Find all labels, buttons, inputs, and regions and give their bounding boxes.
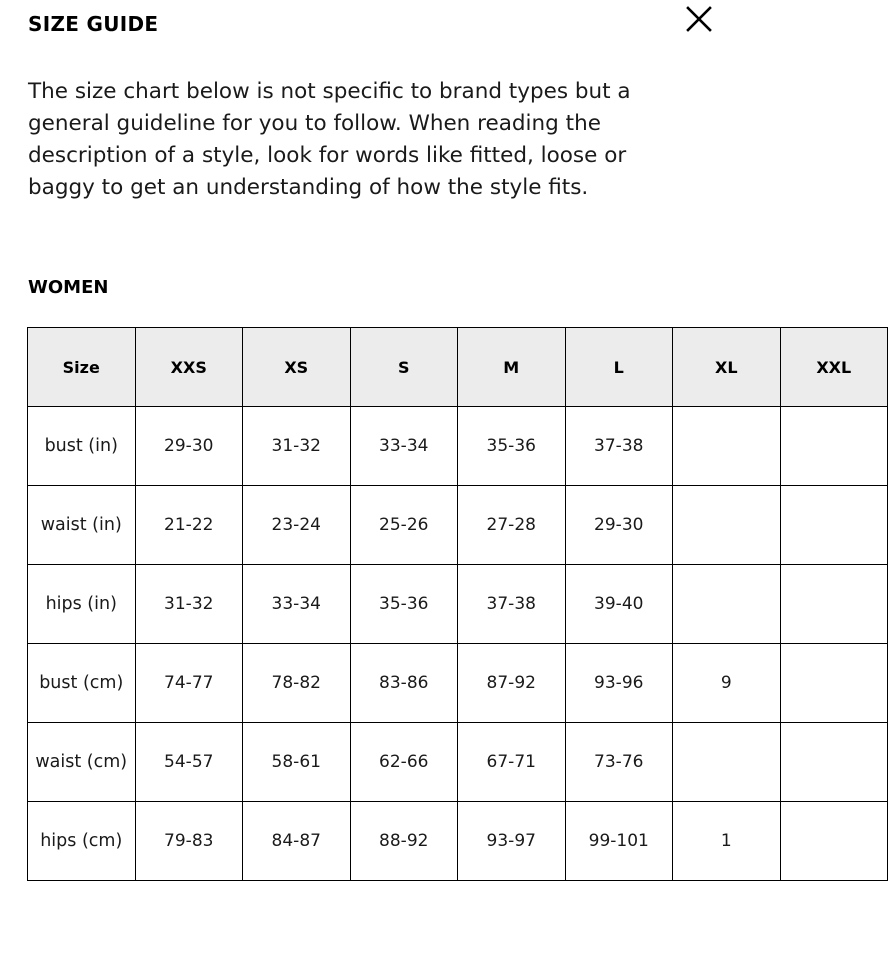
table-cell: 78-82	[243, 644, 351, 723]
table-cell: 27-28	[458, 486, 566, 565]
intro-text: The size chart below is not specific to brand types but a general guideline for you to follow. When reading the description of a style, look for words like fitted, loose or baggy to get an understanding of how the style fits.	[28, 79, 631, 200]
table-cell: 9	[673, 644, 781, 723]
table-cell: 79-83	[135, 802, 243, 881]
table-cell: 35-36	[350, 565, 458, 644]
table-cell: 25-26	[350, 486, 458, 565]
table-cell: 67-71	[458, 723, 566, 802]
table-cell	[780, 723, 888, 802]
table-cell: 54-57	[135, 723, 243, 802]
table-cell	[780, 407, 888, 486]
table-cell: 93-96	[565, 644, 673, 723]
table-cell: 37-38	[458, 565, 566, 644]
table-cell: 84-87	[243, 802, 351, 881]
close-button[interactable]	[684, 4, 714, 34]
table-cell	[673, 723, 781, 802]
table-cell	[780, 565, 888, 644]
table-cell: 23-24	[243, 486, 351, 565]
table-cell: 1	[673, 802, 781, 881]
table-cell	[780, 486, 888, 565]
table-row	[28, 565, 888, 644]
table-cell	[780, 644, 888, 723]
table-row	[28, 486, 888, 565]
column-header: Size	[28, 328, 136, 407]
table-row	[28, 723, 888, 802]
table-cell: 88-92	[350, 802, 458, 881]
page-title: SIZE GUIDE	[28, 12, 159, 36]
table-cell: 83-86	[350, 644, 458, 723]
table-cell: 29-30	[565, 486, 673, 565]
size-table-container[interactable]	[27, 327, 852, 903]
column-header: S	[350, 328, 458, 407]
column-header: XL	[673, 328, 781, 407]
table-header-row	[28, 328, 888, 407]
size-table	[27, 327, 888, 881]
table-cell: 39-40	[565, 565, 673, 644]
table-cell: 74-77	[135, 644, 243, 723]
row-label: bust (cm)	[28, 644, 136, 723]
table-cell	[673, 407, 781, 486]
table-cell: 21-22	[135, 486, 243, 565]
table-row	[28, 802, 888, 881]
column-header: L	[565, 328, 673, 407]
table-cell: 73-76	[565, 723, 673, 802]
table-cell: 93-97	[458, 802, 566, 881]
table-cell: 58-61	[243, 723, 351, 802]
table-row	[28, 407, 888, 486]
row-label: hips (cm)	[28, 802, 136, 881]
table-cell: 99-101	[565, 802, 673, 881]
table-cell: 33-34	[350, 407, 458, 486]
column-header: M	[458, 328, 566, 407]
table-cell: 31-32	[243, 407, 351, 486]
table-cell: 29-30	[135, 407, 243, 486]
table-cell	[673, 486, 781, 565]
row-label: waist (in)	[28, 486, 136, 565]
table-row	[28, 644, 888, 723]
table-cell: 62-66	[350, 723, 458, 802]
table-cell: 87-92	[458, 644, 566, 723]
section-title-women: WOMEN	[28, 277, 109, 298]
column-header: XS	[243, 328, 351, 407]
row-label: bust (in)	[28, 407, 136, 486]
table-cell	[673, 565, 781, 644]
table-cell: 33-34	[243, 565, 351, 644]
column-header: XXL	[780, 328, 888, 407]
table-cell: 37-38	[565, 407, 673, 486]
column-header: XXS	[135, 328, 243, 407]
table-cell: 31-32	[135, 565, 243, 644]
row-label: hips (in)	[28, 565, 136, 644]
table-cell	[780, 802, 888, 881]
row-label: waist (cm)	[28, 723, 136, 802]
table-cell: 35-36	[458, 407, 566, 486]
close-icon[interactable]	[684, 4, 714, 34]
